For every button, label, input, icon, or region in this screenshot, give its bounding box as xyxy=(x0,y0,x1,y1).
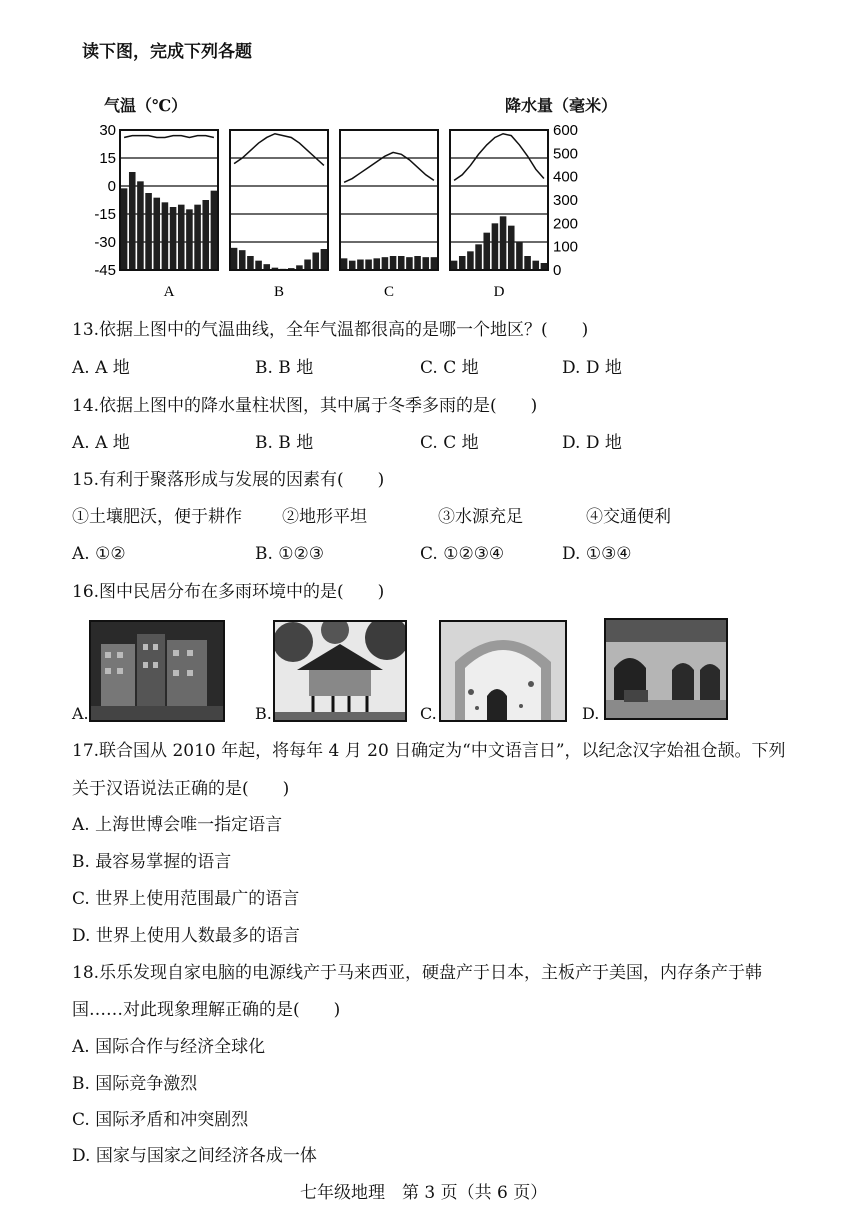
precipitation-bar xyxy=(373,258,380,270)
left-axis-title: 气温（℃） xyxy=(104,96,188,115)
precipitation-bar xyxy=(451,261,458,270)
panel-label: D xyxy=(493,284,505,300)
precipitation-bar xyxy=(492,223,499,270)
dwelling-photo-d[interactable] xyxy=(604,618,728,720)
q15-option-c[interactable]: C. ①②③④ xyxy=(420,544,505,564)
precipitation-bar xyxy=(500,216,507,270)
precipitation-bar xyxy=(312,253,319,271)
q13-option-d[interactable]: D. D 地 xyxy=(562,358,622,378)
q15-option-b[interactable]: B. ①②③ xyxy=(255,544,325,564)
precipitation-bar xyxy=(422,257,429,270)
precipitation-bar xyxy=(483,233,490,270)
panel-frame xyxy=(230,130,328,270)
q16-option-c[interactable]: C. xyxy=(420,704,437,723)
panel-frame xyxy=(340,130,438,270)
right-tick-label: 100 xyxy=(553,238,579,256)
right-tick-label: 0 xyxy=(553,262,562,279)
q15-stem: 15.有利于聚落形成与发展的因素有( ) xyxy=(72,470,385,490)
right-tick-label: 600 xyxy=(553,122,579,139)
chart-panel-d xyxy=(450,130,548,300)
q16-stem: 16.图中民居分布在多雨环境中的是( ) xyxy=(72,582,385,602)
precipitation-bar xyxy=(532,261,539,270)
left-tick-label: -30 xyxy=(94,234,116,251)
q14-option-c[interactable]: C. C 地 xyxy=(420,433,479,453)
precipitation-bar xyxy=(231,248,238,270)
q18-stem: 18.乐乐发现自家电脑的电源线产于马来西亚，硬盘产于日本，主板产于美国，内存条产于韩 xyxy=(72,963,763,983)
left-tick-label: 15 xyxy=(99,150,116,167)
q14-stem: 14.依据上图中的降水量柱状图，其中属于冬季多雨的是( ) xyxy=(72,396,538,416)
panel-label: C xyxy=(383,284,395,300)
temperature-curve xyxy=(124,136,214,138)
q17-option-a[interactable]: A. 上海世博会唯一指定语言 xyxy=(72,815,283,835)
q17-option-c[interactable]: C. 世界上使用范围最广的语言 xyxy=(72,889,300,909)
q16-option-d[interactable]: D. xyxy=(582,704,600,723)
q14-option-b[interactable]: B. B 地 xyxy=(255,433,314,453)
left-tick-label: -15 xyxy=(94,206,116,223)
precipitation-bar xyxy=(459,256,466,270)
precipitation-bar xyxy=(467,251,474,270)
precipitation-bar xyxy=(382,257,389,270)
precipitation-bar xyxy=(137,181,144,270)
q15-factor-1: ①土壤肥沃，便于耕作 xyxy=(72,507,242,527)
right-axis-title: 降水量（毫米） xyxy=(505,96,618,115)
panel-label: B xyxy=(273,284,285,300)
q17-option-b[interactable]: B. 最容易掌握的语言 xyxy=(72,852,232,872)
left-axis-ticks xyxy=(94,122,116,279)
precipitation-bar xyxy=(239,250,246,270)
panel-frame xyxy=(450,130,548,270)
precipitation-bar xyxy=(321,249,328,270)
q18-option-d[interactable]: D. 国家与国家之间经济各成一体 xyxy=(72,1146,317,1166)
temperature-curve xyxy=(344,152,434,182)
precipitation-bar xyxy=(431,257,438,270)
q15-factor-3: ③水源充足 xyxy=(438,507,523,527)
precipitation-bar xyxy=(541,263,548,270)
precipitation-bar xyxy=(247,256,254,270)
q15-option-a[interactable]: A. ①② xyxy=(72,544,126,564)
precipitation-bar xyxy=(255,261,262,270)
precipitation-bar xyxy=(121,188,128,270)
precipitation-bar xyxy=(516,242,523,270)
left-tick-label: 0 xyxy=(107,178,116,195)
q18-option-a[interactable]: A. 国际合作与经济全球化 xyxy=(72,1037,266,1057)
precipitation-bar xyxy=(341,258,348,270)
left-tick-label: -45 xyxy=(94,262,116,279)
precipitation-bar xyxy=(398,256,405,270)
intro-text: 读下图，完成下列各题 xyxy=(82,42,252,62)
precipitation-bar xyxy=(414,256,421,270)
q17-stem: 17.联合国从 2010 年起，将每年 4 月 20 日确定为“中文语言日”，以纪念汉字始祖仓颉。下列 xyxy=(72,741,786,761)
precipitation-bar xyxy=(508,226,515,270)
q16-option-a[interactable]: A. xyxy=(72,704,89,723)
chart-panel-a xyxy=(120,130,218,300)
q14-option-d[interactable]: D. D 地 xyxy=(562,433,622,453)
q13-option-b[interactable]: B. B 地 xyxy=(255,358,314,378)
right-tick-label: 400 xyxy=(553,168,579,186)
dwelling-photo-a[interactable] xyxy=(89,620,225,722)
precipitation-bar xyxy=(194,205,201,270)
q13-option-a[interactable]: A. A 地 xyxy=(72,358,130,378)
dwelling-photo-c[interactable] xyxy=(439,620,567,722)
dwelling-photo-b[interactable] xyxy=(273,620,407,722)
q16-option-b[interactable]: B. xyxy=(255,704,272,723)
precipitation-bar xyxy=(202,200,209,270)
panel-label: A xyxy=(163,284,175,300)
right-tick-label: 200 xyxy=(553,215,579,233)
precipitation-bar xyxy=(304,260,311,271)
precipitation-bar xyxy=(153,198,160,270)
precipitation-bar xyxy=(129,172,136,270)
q15-factor-4: ④交通便利 xyxy=(586,507,671,527)
page-footer: 七年级地理 第 3 页（共 6 页） xyxy=(300,1183,548,1203)
chart-panel-b xyxy=(230,130,328,300)
precipitation-bar xyxy=(186,209,193,270)
q17-stem-cont: 关于汉语说法正确的是( ) xyxy=(72,779,290,799)
left-tick-label: 30 xyxy=(99,122,116,139)
q18-option-b[interactable]: B. 国际竞争激烈 xyxy=(72,1074,198,1094)
climate-charts xyxy=(0,0,868,310)
temperature-curve xyxy=(234,134,324,166)
q14-option-a[interactable]: A. A 地 xyxy=(72,433,130,453)
precipitation-bar xyxy=(349,261,356,270)
q17-option-d[interactable]: D. 世界上使用人数最多的语言 xyxy=(72,926,300,946)
precipitation-bar xyxy=(178,205,185,270)
precipitation-bar xyxy=(406,257,413,270)
right-axis-ticks xyxy=(553,122,578,279)
precipitation-bar xyxy=(170,207,177,270)
chart-panels xyxy=(120,130,548,300)
precipitation-bar xyxy=(365,260,372,271)
precipitation-bar xyxy=(162,202,169,270)
precipitation-bar xyxy=(390,256,397,270)
precipitation-bar xyxy=(475,244,482,270)
q18-option-c[interactable]: C. 国际矛盾和冲突剧烈 xyxy=(72,1110,249,1130)
q13-stem: 13.依据上图中的气温曲线，全年气温都很高的是哪一个地区？( ) xyxy=(72,320,589,340)
chart-panel-c xyxy=(340,130,438,300)
precipitation-bar xyxy=(145,193,152,270)
right-tick-label: 500 xyxy=(553,145,579,163)
q15-factor-2: ②地形平坦 xyxy=(282,507,367,527)
q15-option-d[interactable]: D. ①③④ xyxy=(562,544,632,564)
right-tick-label: 300 xyxy=(553,192,579,209)
precipitation-bar xyxy=(357,260,364,271)
q18-stem-cont: 国……对此现象理解正确的是( ) xyxy=(72,1000,341,1020)
q13-option-c[interactable]: C. C 地 xyxy=(420,358,479,378)
precipitation-bar xyxy=(524,256,531,270)
precipitation-bar xyxy=(211,191,218,270)
temperature-curve xyxy=(454,134,544,181)
